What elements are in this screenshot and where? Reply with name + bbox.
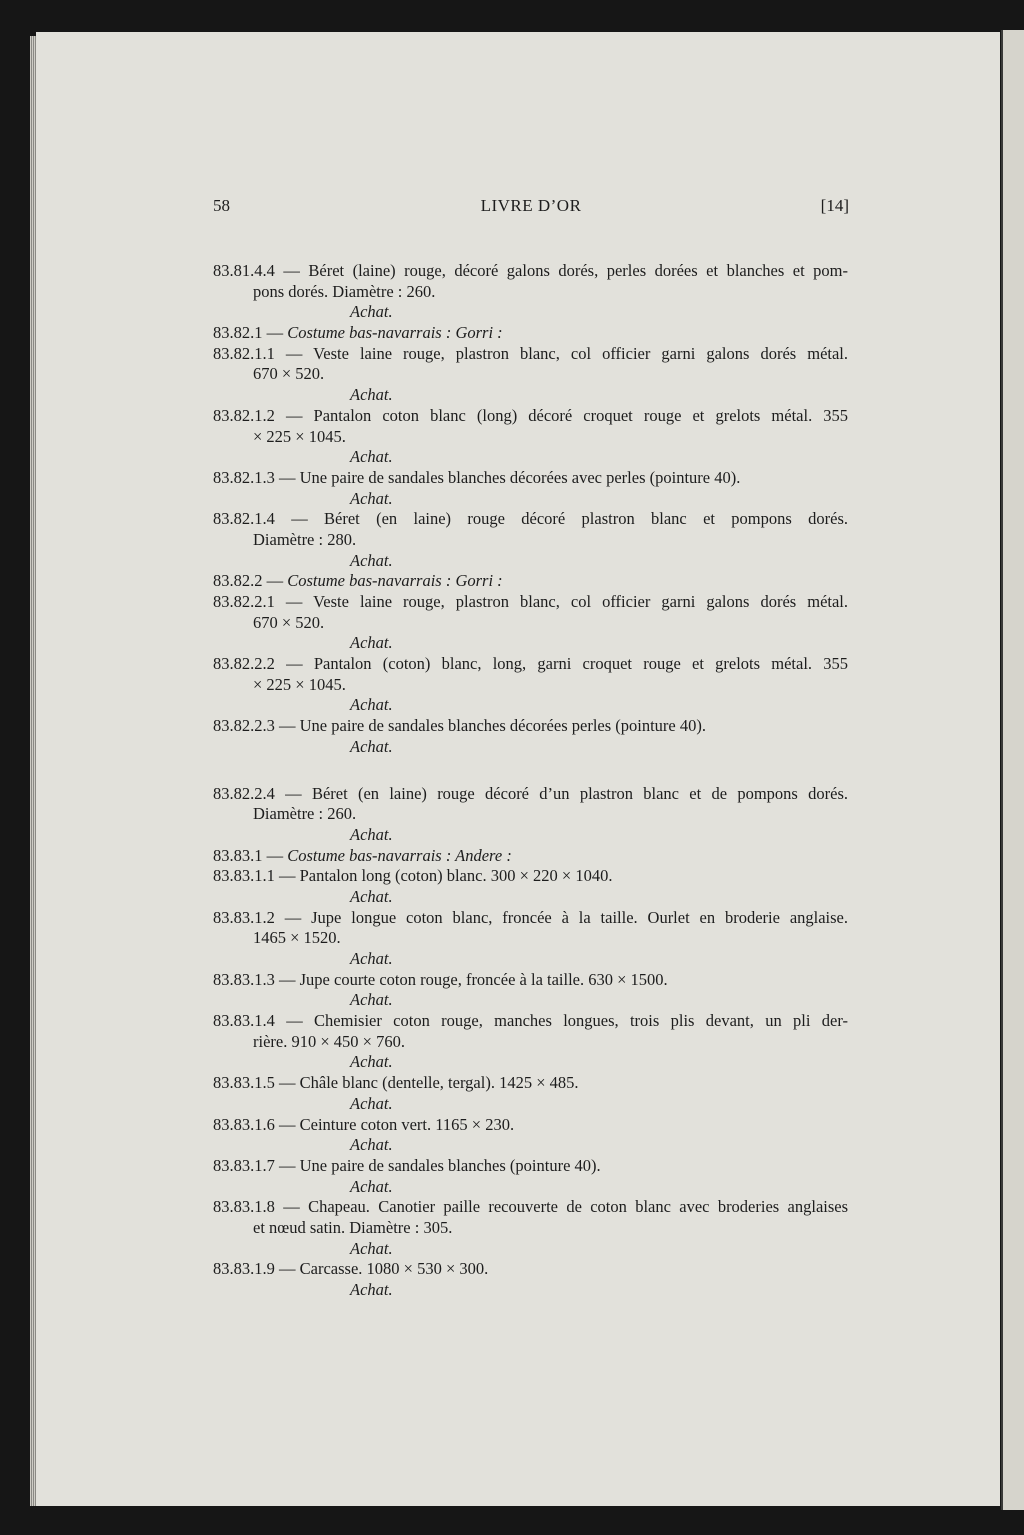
entry-first-line [213,1197,848,1218]
entry-first-line [213,468,848,489]
entry-dash: — [285,405,303,425]
entry-description: Béret (en laine) rouge décoré plastron blanc et pompons dorés. [324,509,849,529]
entry-dash: — [291,509,308,529]
entry-continuation: 670 × 520. [253,612,325,632]
entry-heading: Costume bas-navarrais : Gorri : [287,571,503,591]
entry-dash: — [266,845,284,865]
catalogue-entry [213,784,848,846]
entry-first-line [213,1011,848,1032]
entry-dash: — [285,592,303,611]
catalogue-entry [213,1197,848,1259]
entry-heading: Costume bas-navarrais : Andere : [287,845,512,865]
entry-acquisition: Achat. [350,633,393,653]
entry-description: Une paire de sandales blanches (pointure 40). [299,1155,601,1175]
entry-description: Chapeau. Canotier paille recouverte de coton blanc avec broderies anglaises [308,1197,849,1217]
page-number: 58 [213,196,230,215]
entry-acquisition: Achat. [350,385,393,405]
entry-number: 83.83.1.2 [213,907,275,927]
entry-number: 83.82.2.3 [213,716,275,736]
running-header [213,196,849,218]
entry-acquisition: Achat. [350,736,393,756]
catalogue-entry [213,970,848,1011]
entry-description: Jupe longue coton blanc, froncée à la taille. Ourlet en broderie anglaise. [311,907,849,927]
entry-first-line [213,716,848,737]
entry-first-line [213,970,848,991]
entry-dash: — [285,343,303,363]
entry-first-line [213,908,848,929]
next-page-edge [1001,30,1024,1510]
entry-description: Une paire de sandales blanches décorées perles (pointure 40). [299,716,706,736]
entry-acquisition: Achat. [350,1052,393,1072]
entry-number: 83.83.1.5 [213,1073,275,1093]
entry-number: 83.81.4.4 [213,261,275,280]
entry-dash: — [279,1155,296,1175]
catalogue-entry [213,468,848,509]
entry-number: 83.83.1 [213,845,263,865]
catalogue-entry [213,654,848,716]
entry-first-line [213,1156,848,1177]
catalogue-entry [213,1156,848,1197]
catalogue-entry [213,261,848,323]
entry-dash: — [279,716,296,736]
entry-description: Ceinture coton vert. 1165 × 230. [299,1114,515,1134]
catalogue-entry [213,509,848,571]
entry-number: 83.83.1.9 [213,1259,275,1279]
entry-dash: — [284,907,302,927]
running-title: LIVRE D’OR [480,196,582,215]
entry-first-line [213,1259,848,1280]
entry-continuation: 670 × 520. [253,364,325,384]
entry-description: Béret (en laine) rouge décoré d’un plastron blanc et de pompons dorés. [311,783,849,803]
catalogue-entry [213,1259,848,1300]
catalogue-entry [213,1115,848,1156]
entry-first-line [213,406,848,427]
catalogue-entry [213,344,848,406]
catalogue-entry [213,323,848,344]
entry-dash: — [279,866,296,886]
entry-first-line [213,323,848,344]
entry-first-line [213,846,848,867]
catalogue-entry [213,1011,848,1073]
entry-acquisition: Achat. [350,1238,393,1258]
entry-acquisition: Achat. [350,1176,393,1196]
entry-acquisition: Achat. [350,488,393,508]
entry-continuation: Diamètre : 260. [253,804,357,824]
entry-acquisition: Achat. [350,1280,393,1299]
entry-description: Béret (laine) rouge, décoré galons dorés, perles dorées et blanches et pom- [308,261,849,280]
entry-number: 83.82.1.4 [213,509,275,529]
entry-number: 83.82.1.3 [213,467,275,487]
entry-number: 83.82.2 [213,571,263,591]
entry-continuation: Diamètre : 280. [253,529,357,549]
entry-description: Veste laine rouge, plastron blanc, col officier garni galons dorés métal. [313,592,849,611]
entry-description: Une paire de sandales blanches décorées avec perles (pointure 40). [299,467,741,487]
entry-continuation: rière. 910 × 450 × 760. [253,1031,405,1051]
entry-dash: — [266,571,284,591]
entry-description: Jupe courte coton rouge, froncée à la taille. 630 × 1500. [299,969,668,989]
catalogue-entry [213,716,848,757]
catalogue-entry [213,866,848,907]
entry-number: 83.83.1.4 [213,1011,275,1031]
entry-number: 83.82.2.2 [213,654,275,674]
entry-description: Pantalon coton blanc (long) décoré croquet rouge et grelots métal. 355 [313,405,849,425]
entry-continuation: 1465 × 1520. [253,928,341,948]
entry-dash: — [286,1011,303,1031]
entry-continuation: pons dorés. Diamètre : 260. [253,281,436,301]
entry-description: Chemisier coton rouge, manches longues, trois plis devant, un pli der- [314,1011,849,1031]
entry-continuation: × 225 × 1045. [253,674,346,694]
entry-acquisition: Achat. [350,1093,393,1113]
entry-dash: — [279,969,296,989]
catalogue-entries [213,261,848,1301]
entry-acquisition: Achat. [350,447,393,467]
catalogue-entry [213,592,848,654]
entry-number: 83.83.1.8 [213,1197,275,1217]
catalogue-entry [213,1073,848,1114]
entry-description: Carcasse. 1080 × 530 × 300. [299,1259,489,1279]
entry-dash: — [279,1114,296,1134]
entry-number: 83.82.1.1 [213,343,275,363]
catalogue-entry [213,406,848,468]
entry-dash: — [266,323,284,343]
entry-first-line [213,1073,848,1094]
entry-dash: — [285,783,302,803]
entry-first-line [213,592,848,613]
entry-first-line [213,784,848,805]
catalogue-entry [213,908,848,970]
entry-number: 83.82.1 [213,323,263,343]
entry-number: 83.83.1.1 [213,866,275,886]
entry-continuation: et nœud satin. Diamètre : 305. [253,1217,453,1237]
entry-first-line [213,344,848,365]
entry-acquisition: Achat. [350,695,393,715]
entry-number: 83.83.1.6 [213,1114,275,1134]
entry-number: 83.83.1.3 [213,969,275,989]
catalogue-entry [213,571,848,592]
entry-number: 83.82.2.1 [213,592,275,611]
entry-first-line [213,1115,848,1136]
entry-acquisition: Achat. [350,1135,393,1155]
entry-first-line [213,261,848,282]
entry-dash: — [286,654,303,674]
catalogue-entry [213,846,848,867]
section-number: [14] [820,196,849,215]
entry-dash: — [283,261,300,280]
entry-acquisition: Achat. [350,824,393,844]
entry-dash: — [283,1197,300,1217]
entry-description: Pantalon (coton) blanc, long, garni croquet rouge et grelots métal. 355 [313,654,848,674]
entry-dash: — [279,467,296,487]
entry-dash: — [279,1259,296,1279]
entry-continuation: × 225 × 1045. [253,426,346,446]
entry-description: Veste laine rouge, plastron blanc, col officier garni galons dorés métal. [313,343,849,363]
entry-acquisition: Achat. [350,949,393,968]
entry-number: 83.82.2.4 [213,783,275,803]
entry-description: Châle blanc (dentelle, tergal). 1425 × 485. [299,1073,579,1093]
entry-acquisition: Achat. [350,886,393,906]
entry-number: 83.82.1.2 [213,405,275,425]
entry-acquisition: Achat. [350,302,393,322]
entry-heading: Costume bas-navarrais : Gorri : [287,323,503,343]
entry-acquisition: Achat. [350,990,393,1010]
entry-dash: — [279,1073,296,1093]
entry-description: Pantalon long (coton) blanc. 300 × 220 × 1040. [299,866,613,886]
entry-first-line [213,509,848,530]
entry-acquisition: Achat. [350,550,393,570]
entry-first-line [213,654,848,675]
entry-number: 83.83.1.7 [213,1155,275,1175]
entry-first-line [213,571,848,592]
entry-first-line [213,866,848,887]
